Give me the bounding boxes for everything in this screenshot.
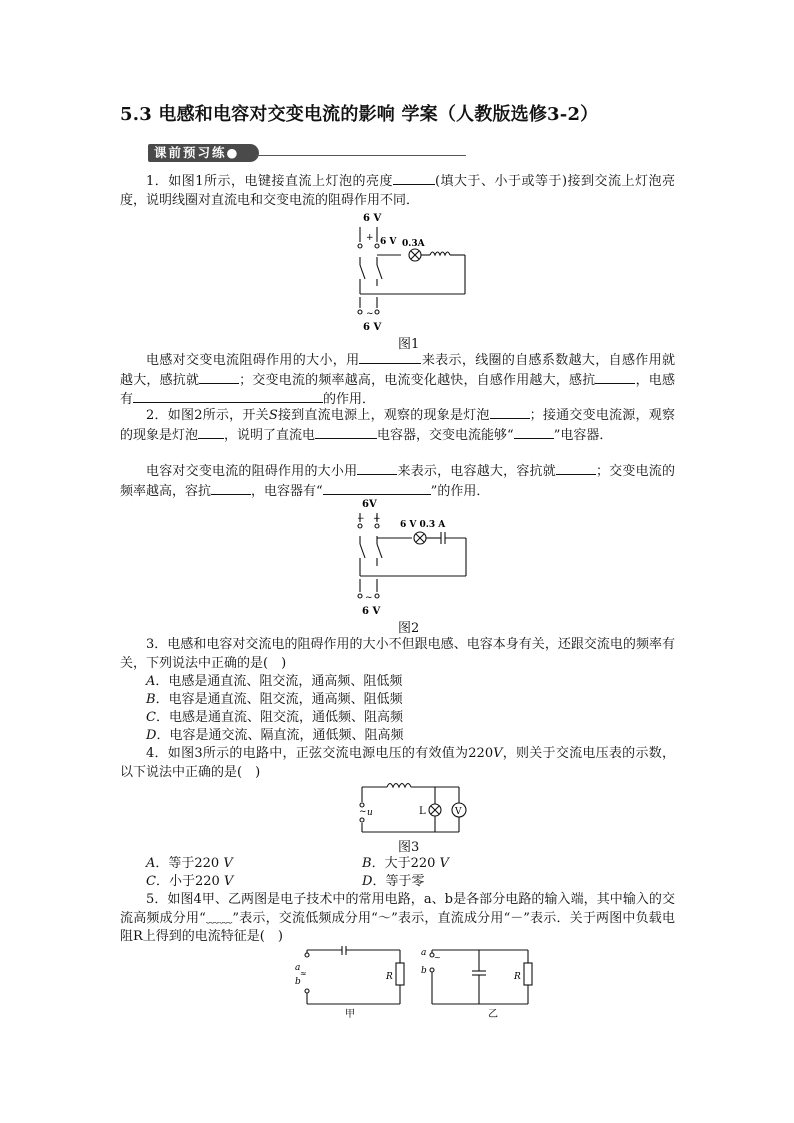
fig2-top-label: 6V [362,499,377,510]
fig1-mid-label: 6 V [380,237,397,247]
fig4-right-caption: 乙 [488,1009,498,1020]
fig1-bottom-label: 6 V [363,322,382,333]
section-label: 课前预习练● [148,144,259,162]
figure-1-caption: 图1 [398,337,420,352]
question-3-option-d[interactable]: D．电容是通交流、隔直流，通低频、阻高频 [146,728,404,743]
svg-text:−: − [357,514,365,524]
fig4-right-b-label: b [421,966,427,976]
fig4-right-a-label: a [421,948,427,958]
fig4-left-b-label: b [295,977,301,987]
question-5-stem: 5．如图4甲、乙两图是电子技术中的常用电路，a、b是各部分电路的输入端，其中输入的交流高频成分用“﹏﹏”表示，交流低频成分用“～”表示，直流成分用“－”表示．关于两图中负载电阻R上得到的电流特征是( ) [120,892,675,944]
fig4-left-r-label: R [386,972,393,982]
answer-blank[interactable] [211,482,251,495]
fig4-right-r-label: R [514,972,521,982]
svg-text:~: ~ [366,309,374,319]
section-divider [256,155,466,156]
svg-text:~: ~ [359,807,367,817]
answer-blank[interactable] [359,351,421,364]
fig3-meter-label: V [455,807,462,817]
figure-2-caption: 图2 [398,621,420,636]
svg-text:+: + [366,233,374,243]
question-4-option-d[interactable]: D．等于零 [362,874,425,889]
svg-text:~: ~ [365,593,373,603]
fig2-bottom-label: 6 V [362,606,381,617]
question-4-option-c[interactable]: C．小于220 V [146,874,234,889]
figure-4-circuits [290,946,540,1022]
answer-blank[interactable] [514,426,554,439]
answer-blank[interactable] [490,406,530,419]
answer-blank[interactable] [323,482,431,495]
question-2: 2．如图2所示，开关S接到直流电源上，观察的现象是灯泡 ；接通交变电流源，观察的现象是灯泡 ，说明了直流电 电容器，交变电流能够“ ”电容器． [120,408,675,443]
figure-2-circuit [340,496,480,618]
figure-1-circuit [340,208,480,334]
fig4-left-caption: 甲 [345,1009,355,1020]
figure-3-caption: 图3 [398,840,420,855]
answer-blank[interactable] [556,462,596,475]
fig2-lamp-label: 6 V 0.3 A [400,520,446,530]
answer-blank[interactable] [199,371,239,384]
question-3-option-c[interactable]: C．电感是通直流、阻交流，通低频、阻高频 [146,710,403,725]
answer-blank[interactable] [357,462,397,475]
answer-blank[interactable] [198,426,224,439]
question-4-option-b[interactable]: B．大于220 V [362,856,449,871]
svg-text:≈: ≈ [300,969,307,978]
inductance-paragraph: 电感对交变电流阻碍作用的大小，用 来表示，线圈的自感系数越大，自感作用就越大，感抗就 ；交变电流的频率越高，电流变化越快，自感作用越大，感抗 ，电感有 的作用． [120,353,675,407]
page-title: 5.3 电感和电容对交变电流的影响 学案（人教版选修3-2） [120,104,599,125]
fig1-current-label: 0.3A [402,239,425,249]
question-4-stem: 4．如图3所示的电路中，正弦交流电源电压的有效值为220V，则关于交流电压表的示数，以下说法中正确的是( ) [120,746,675,780]
question-1: 1．如图1所示，电键接直流上灯泡的亮度 (填大于、小于或等于)接到交流上灯泡亮度，说明线圈对直流电和交变电流的阻碍作用不同． [120,174,675,208]
fig4-left-a-label: a [295,963,301,973]
fig3-source-label: u [367,808,373,818]
fig3-lamp-label: L [419,806,426,817]
answer-blank[interactable] [133,390,323,403]
fig1-top-label: 6 V [363,213,382,224]
answer-blank[interactable] [595,371,635,384]
question-3-stem: 3．电感和电容对交流电的阻碍作用的大小不但跟电感、电容本身有关，还跟交流电的频率有关，下列说法中正确的是( ) [120,637,675,671]
svg-text:~: ~ [434,953,441,962]
figure-3-circuit [355,778,470,838]
answer-blank[interactable] [393,172,435,185]
question-3-option-a[interactable]: A．电感是通直流、阻交流，通高频、阻低频 [146,674,403,689]
capacitance-paragraph: 电容对交变电流的阻碍作用的大小用 来表示，电容越大，容抗就 ；交变电流的频率越高，容抗 ，电容器有“ ”的作用． [120,464,675,499]
svg-text:+: + [373,514,381,524]
question-4-option-a[interactable]: A．等于220 V [146,856,233,871]
answer-blank[interactable] [315,426,377,439]
section-header [148,144,466,162]
question-3-option-b[interactable]: B．电容是通直流、阻交流，通高频、阻低频 [146,692,403,707]
